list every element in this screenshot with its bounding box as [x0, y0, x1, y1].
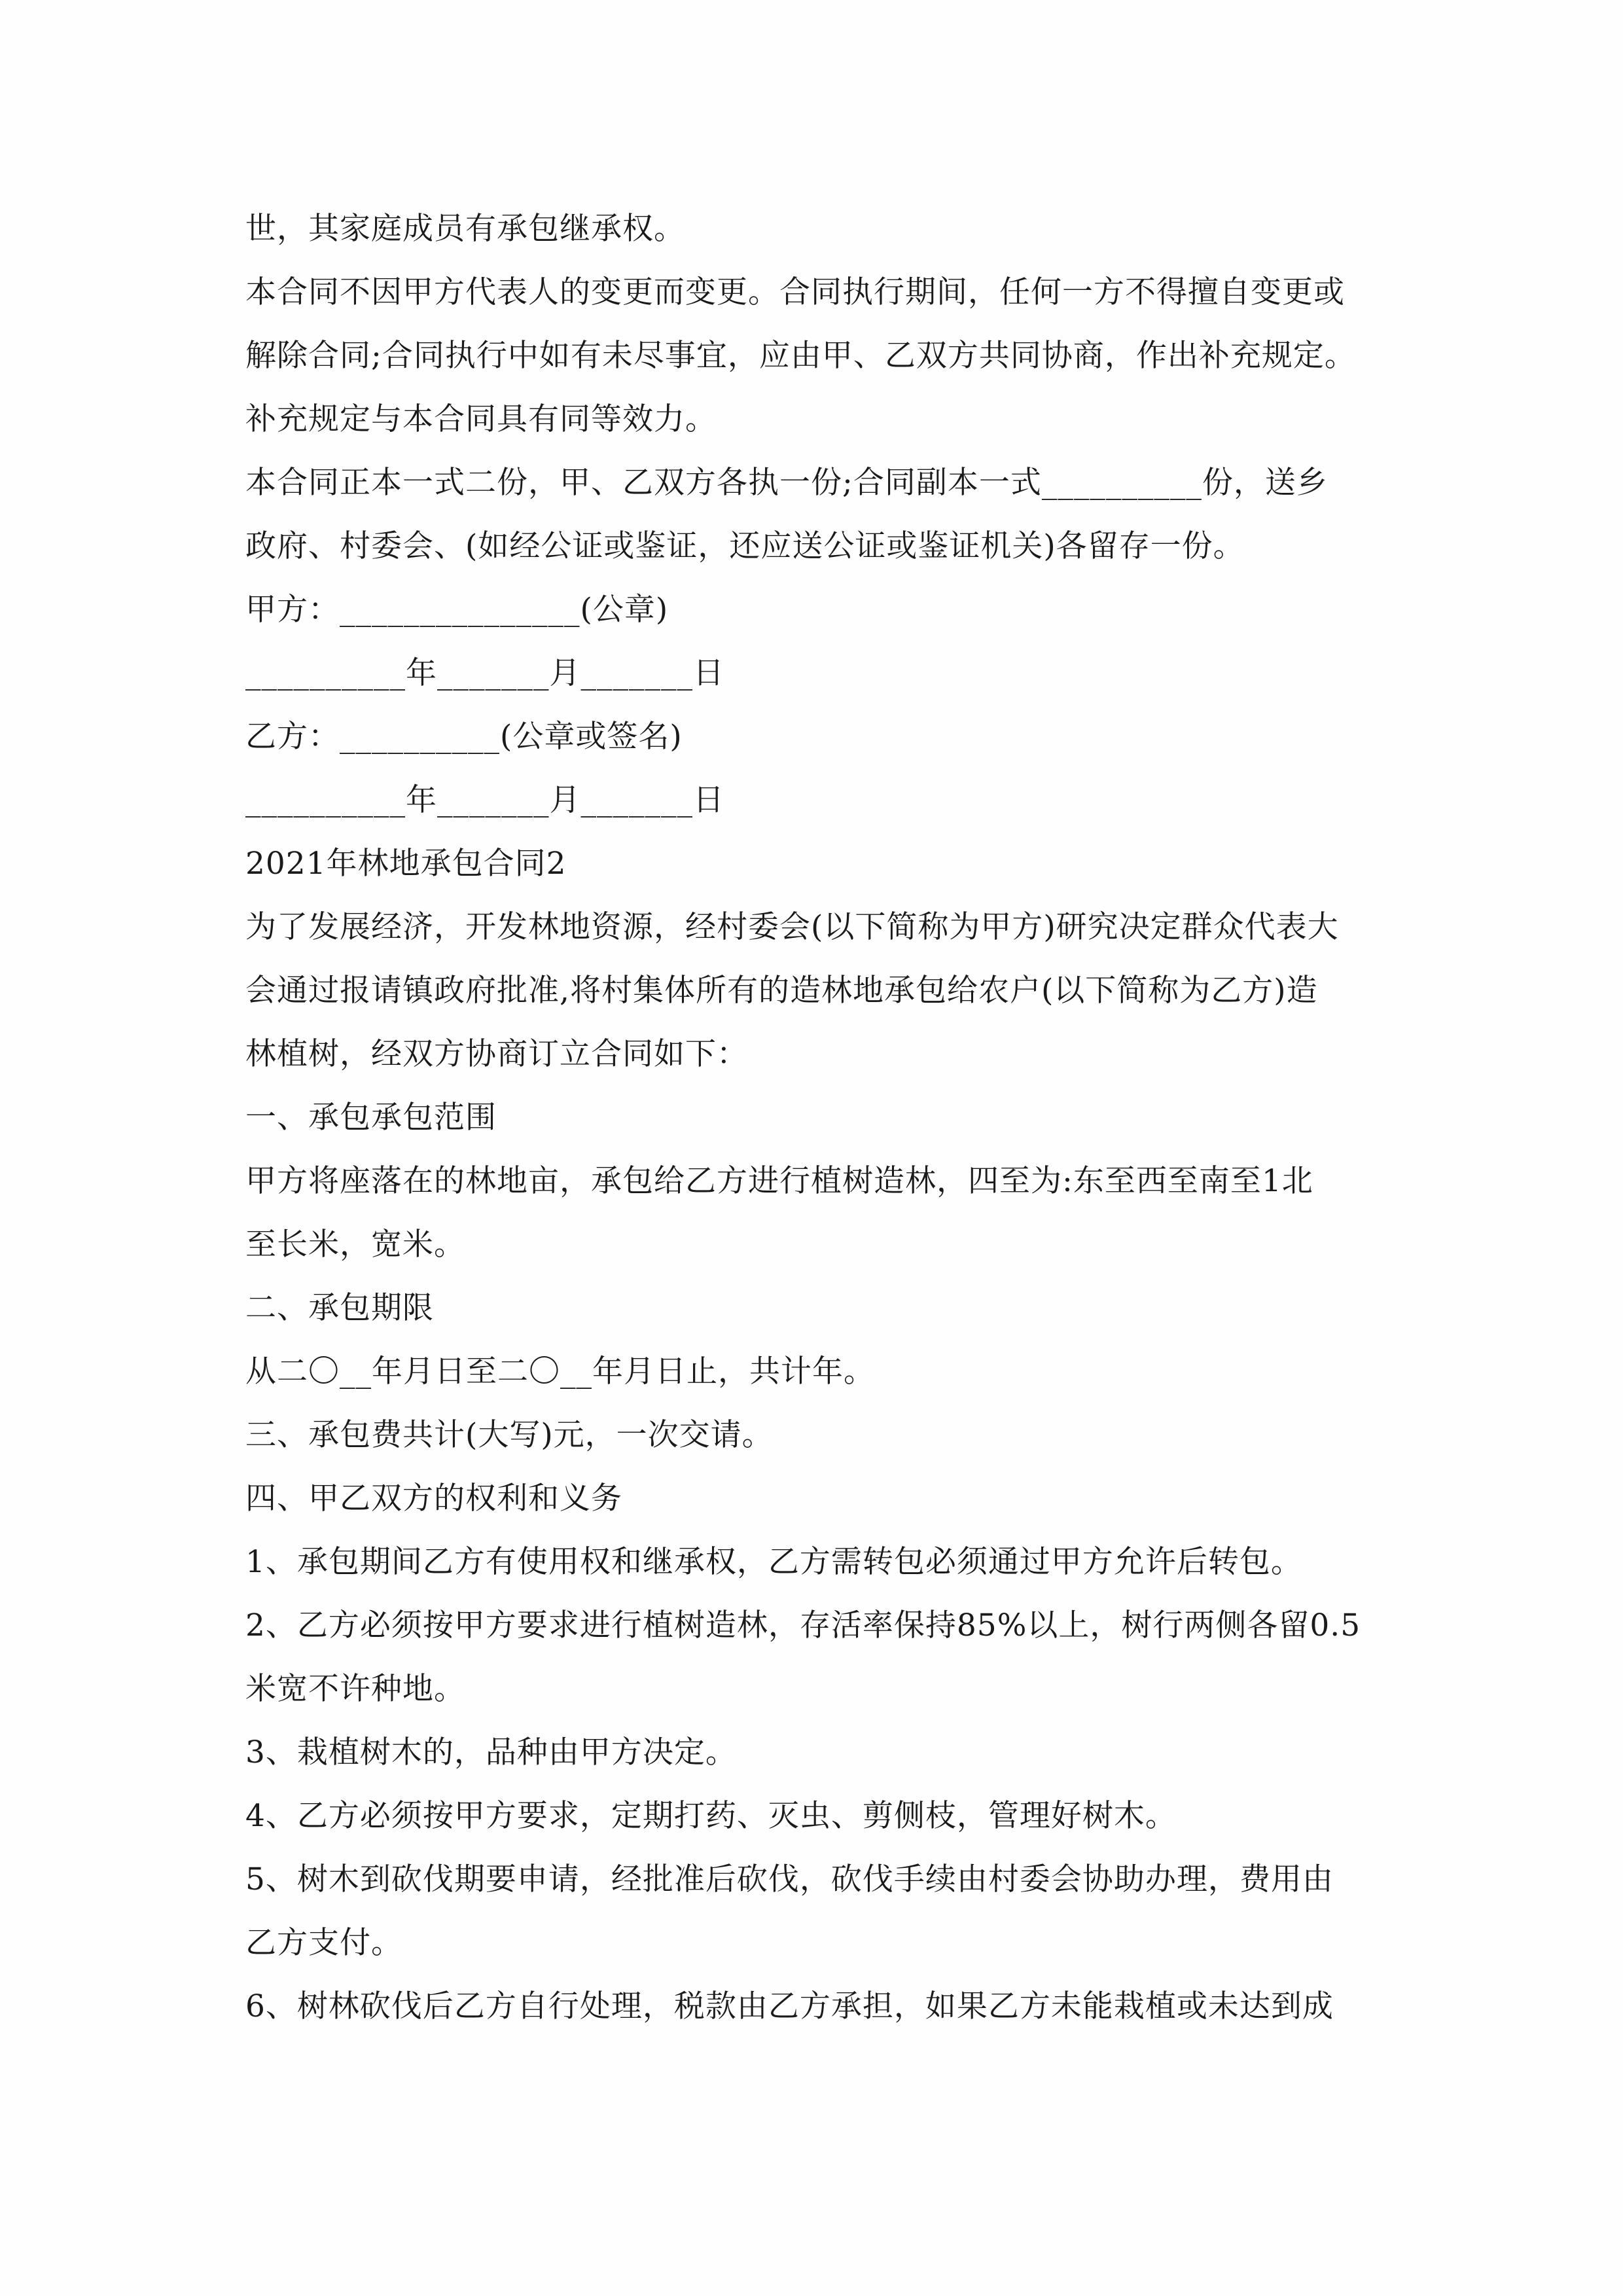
paragraph-line: 林植树，经双方协商订立合同如下： — [245, 1036, 748, 1072]
paragraph-line: 至长米，宽米。 — [245, 1227, 465, 1263]
date-line: __________年_______月_______日 — [245, 782, 724, 818]
list-item: 6、树林砍伐后乙方自行处理，税款由乙方承担，如果乙方未能栽植或未达到成 — [245, 1988, 1334, 2024]
list-item: 4、乙方必须按甲方要求，定期打药、灭虫、剪侧枝，管理好树木。 — [245, 1798, 1177, 1834]
clause-heading: 四、甲乙双方的权利和义务 — [245, 1480, 622, 1516]
signature-line-party-b: 乙方：__________(公章或签名) — [245, 719, 683, 755]
list-item: 2、乙方必须按甲方要求进行植树造林，存活率保持85%以上，树行两侧各留0.5 — [245, 1607, 1361, 1643]
paragraph-line: 会通过报请镇政府批准,将村集体所有的造林地承包给农户(以下简称为乙方)造 — [245, 973, 1318, 1009]
paragraph-line: 为了发展经济，开发林地资源，经村委会(以下简称为甲方)研究决定群众代表大 — [245, 909, 1339, 945]
paragraph-line: 本合同不因甲方代表人的变更而变更。合同执行期间，任何一方不得擅自变更或 — [245, 274, 1345, 310]
paragraph-line: 甲方将座落在的林地亩，承包给乙方进行植树造林，四至为:东至西至南至1北 — [245, 1163, 1313, 1199]
signature-line-party-a: 甲方：_______________(公章) — [245, 592, 669, 628]
paragraph-line: 从二〇__年月日至二〇__年月日止，共计年。 — [245, 1354, 875, 1390]
list-item: 1、承包期间乙方有使用权和继承权，乙方需转包必须通过甲方允许后转包。 — [245, 1544, 1302, 1580]
paragraph-line: 补充规定与本合同具有同等效力。 — [245, 401, 717, 437]
paragraph-line: 世，其家庭成员有承包继承权。 — [245, 211, 685, 247]
section-title: 2021年林地承包合同2 — [245, 846, 567, 882]
list-item-continuation: 米宽不许种地。 — [245, 1671, 465, 1707]
paragraph-line: 本合同正本一式二份，甲、乙双方各执一份;合同副本一式__________份，送乡 — [245, 465, 1328, 501]
paragraph-line: 政府、村委会、(如经公证或鉴证，还应送公证或鉴证机关)各留存一份。 — [245, 528, 1245, 564]
clause-heading: 一、承包承包范围 — [245, 1100, 497, 1136]
clause-heading: 二、承包期限 — [245, 1290, 434, 1326]
clause-heading: 三、承包费共计(大写)元，一次交请。 — [245, 1417, 774, 1453]
paragraph-line: 解除合同;合同执行中如有未尽事宜，应由甲、乙双方共同协商，作出补充规定。 — [245, 338, 1356, 374]
list-item: 3、栽植树木的，品种由甲方决定。 — [245, 1734, 737, 1770]
list-item: 5、树木到砍伐期要申请，经批准后砍伐，砍伐手续由村委会协助办理，费用由 — [245, 1861, 1334, 1897]
date-line: __________年_______月_______日 — [245, 655, 724, 691]
list-item-continuation: 乙方支付。 — [245, 1925, 402, 1961]
